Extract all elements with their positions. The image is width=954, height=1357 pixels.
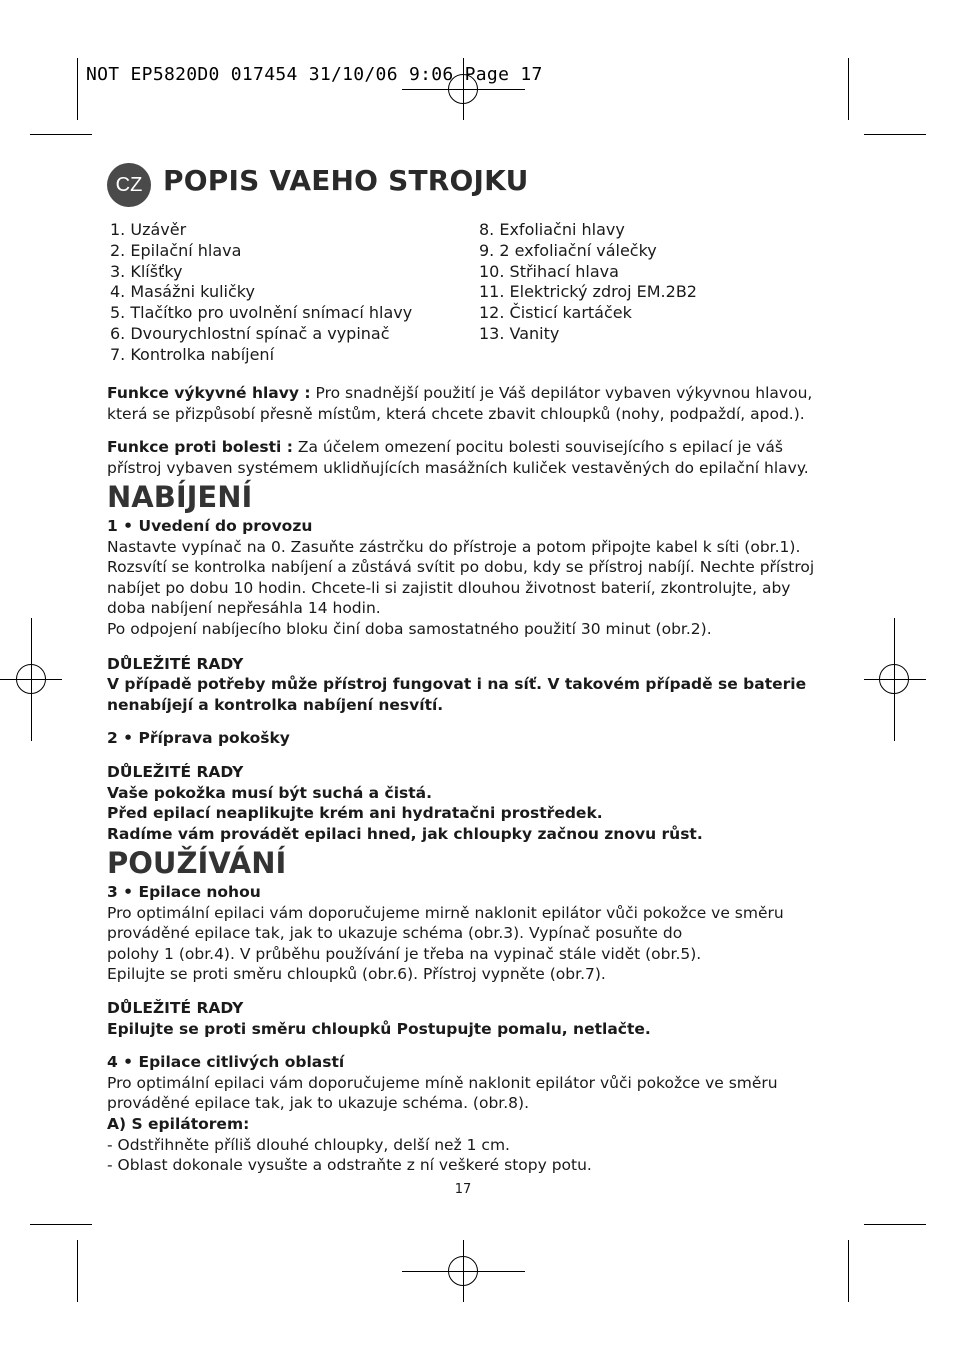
list-item: 3. Klíšťky: [110, 261, 183, 281]
subheading: 1 • Uvedení do provozu: [107, 517, 313, 535]
feature-label: Funkce výkyvné hlavy :: [107, 384, 311, 402]
feature-pain-relief: [107, 437, 827, 478]
important-text: Před epilací neaplikujte krém ani hydratačni prostředek.: [107, 804, 603, 823]
page-number: 17: [454, 1182, 472, 1197]
list-item: 10. Střihací hlava: [479, 261, 619, 281]
list-item: - Oblast dokonale vysušte a odstraňte z ní veškeré stopy potu.: [107, 1156, 592, 1175]
paragraph: Pro optimální epilaci vám doporučujeme míně naklonit epilátor vůči pokožce ve směru prováděné epilace tak, jak to ukazuje schéma. (obr.8).: [107, 1073, 778, 1113]
parts-list-right: [479, 220, 697, 345]
list-item: 4. Masážni kuličky: [110, 282, 255, 302]
paragraph-line: polohy 1 (obr.4). V průběhu používání je třeba na vypinač stále vidět (obr.5).: [107, 944, 702, 963]
feature-label: Funkce proti bolesti :: [107, 438, 293, 456]
list-item: 8. Exfoliačni hlavy: [479, 220, 625, 239]
section-charging: [107, 516, 827, 844]
list-item: - Odstřihněte příliš dlouhé chloupky, delší než 1 cm.: [107, 1135, 510, 1154]
paragraph-line: prováděné epilace tak, jak to ukazuje schéma (obr.3). Vypínač posuňte do: [107, 924, 683, 943]
important-label: DŮLEŽITÉ RADY: [107, 654, 244, 673]
section-title-usage: POUŽÍVÁNÍ: [107, 846, 287, 880]
important-text: V případě potřeby může přístroj fungovat i na síť. V takovém případě se baterie nenabíjejí a kontrolka nabíjení nesvítí.: [107, 675, 807, 714]
language-badge: CZ: [107, 163, 151, 207]
subheading: 3 • Epilace nohou: [107, 883, 261, 901]
subheading: 4 • Epilace citlivých oblastí: [107, 1053, 345, 1072]
page-title: POPIS VAEHO STROJKU: [163, 164, 529, 197]
important-text: Epilujte se proti směru chloupků Postupujte pomalu, netlačte.: [107, 1019, 651, 1038]
list-item: 13. Vanity: [479, 323, 560, 343]
feature-text: Za účelem omezení pocitu bolesti souvisejícího s epilací je váš přístroj vybaven systémem uklidňujících masážních kuliček vestavěných do epilační hlavy.: [107, 438, 809, 477]
feature-swivel-head: [107, 383, 827, 424]
paragraph-line: Pro optimální epilaci vám doporučujeme mirně naklonit epilátor vůči pokožce ve směru: [107, 903, 784, 922]
list-item: 6. Dvourychlostní spínač a vypinač: [110, 323, 390, 343]
parts-list-left: [110, 220, 412, 366]
list-item: 7. Kontrolka nabíjení: [110, 344, 275, 364]
list-item: 12. Čisticí kartáček: [479, 303, 632, 323]
important-text: Radíme vám provádět epilaci hned, jak chloupky začnou znovu růst.: [107, 824, 703, 843]
important-label: DŮLEŽITÉ RADY: [107, 998, 244, 1017]
section-usage: [107, 882, 827, 1176]
feature-text: Pro snadnější použití je Váš depilátor vybaven výkyvnou hlavou, která se přizpůsobí přesně místům, která chcete zbavit chloupků (nohy, podpaždí, apod.).: [107, 384, 813, 423]
list-item: 11. Elektrický zdroj EM.2B2: [479, 282, 697, 302]
subheading: 2 • Příprava pokošky: [107, 729, 290, 748]
list-item: 5. Tlačítko pro uvolnění snímací hlavy: [110, 303, 413, 323]
list-item: 2. Epilační hlava: [110, 240, 242, 260]
paragraph-line: Epilujte se proti směru chloupků (obr.6). Přístroj vypněte (obr.7).: [107, 965, 606, 984]
print-slug: NOT EP5820D0 017454 31/10/06 9:06 Page 17: [86, 64, 543, 85]
list-item: 9. 2 exfoliační válečky: [479, 240, 657, 260]
paragraph: Nastavte vypínač na 0. Zasuňte zástrčku do přístroje a potom připojte kabel k síti (obr.1). Rozsvítí se kontrolka nabíjení a zůstává svítit po dobu, kdy se přístroj nabíjí. Nechte přístroj nabíjet po dobu 10 hodin. Chcete-li si zajistit dlouhou životnost baterií, zkontrolujte, aby doba nabíjení nepřesáhla 14 hodin.: [107, 537, 815, 618]
list-item: 1. Uzávěr: [110, 220, 187, 239]
section-title-charging: NABÍJENÍ: [107, 480, 253, 514]
important-text: Vaše pokožka musí být suchá a čistá.: [107, 783, 433, 802]
important-label: DŮLEŽITÉ RADY: [107, 762, 244, 781]
paragraph: Po odpojení nabíjecího bloku činí doba samostatného použití 30 minut (obr.2).: [107, 619, 712, 638]
subheading: A) S epilátorem:: [107, 1114, 250, 1133]
